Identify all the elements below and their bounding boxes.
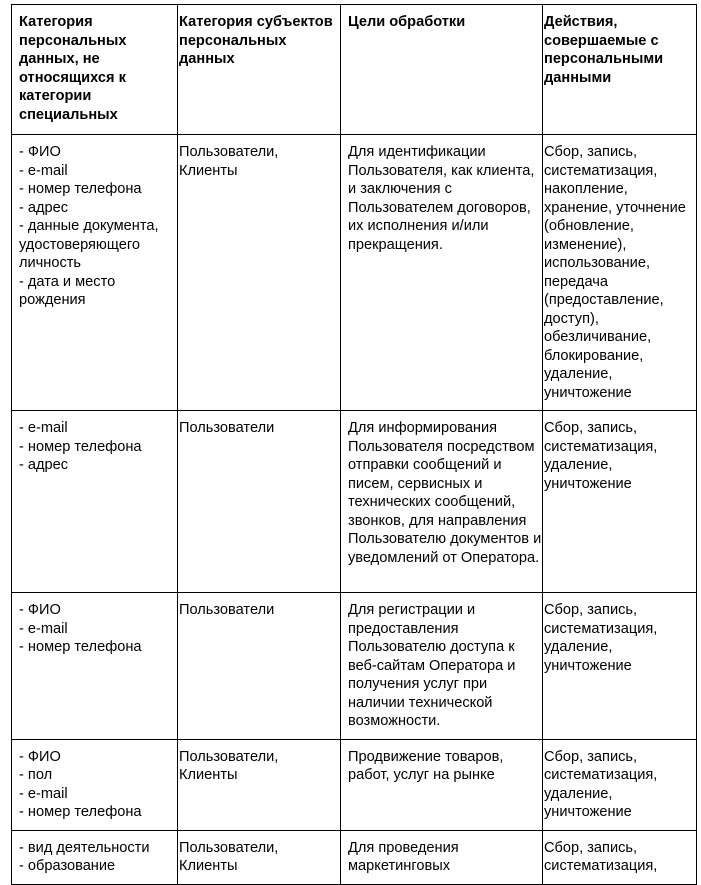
table-row bbox=[12, 830, 697, 884]
category-item: - e-mail bbox=[19, 620, 68, 637]
cell-subjects: Пользователи bbox=[178, 411, 341, 593]
cell-data-categories bbox=[12, 135, 178, 411]
cell-subjects: Пользователи bbox=[178, 593, 341, 740]
cell-actions: Сбор, запись, систематизация, удаление, уничтожение bbox=[543, 739, 697, 830]
category-item: - ФИО bbox=[19, 748, 61, 765]
category-item: - вид деятельности bbox=[19, 839, 150, 856]
category-item: - номер телефона bbox=[19, 804, 142, 820]
table-row bbox=[12, 411, 697, 593]
cell-subjects: Пользователи, Клиенты bbox=[178, 830, 341, 884]
category-item: - адрес bbox=[19, 199, 69, 216]
personal-data-table-container bbox=[11, 4, 696, 885]
cell-purpose: Для идентификации Пользователя, как клиента, и заключения с Пользователем договоров, их исполнения и/или прекращения. bbox=[341, 135, 543, 411]
category-item: - дата и место рождения bbox=[19, 273, 116, 308]
cell-data-categories bbox=[12, 411, 178, 593]
category-item: - номер телефона bbox=[19, 438, 142, 455]
cell-data-categories bbox=[12, 739, 178, 830]
table-row bbox=[12, 135, 697, 411]
personal-data-table bbox=[11, 4, 697, 885]
cell-actions: Сбор, запись, систематизация, накопление, хранение, уточнение (обновление, изменение), использование, передача (предоставление, доступ), обезличивание, блокирование, удаление, уничтожение bbox=[543, 135, 697, 411]
header-actions: Действия, совершаемые с персональными данными bbox=[543, 5, 697, 135]
cell-subjects: Пользователи, Клиенты bbox=[178, 739, 341, 830]
category-item: - образование bbox=[19, 858, 116, 874]
header-data-category: Категория персональных данных, не относящихся к категории специальных bbox=[12, 5, 178, 135]
cell-purpose: Для проведения маркетинговых bbox=[341, 830, 543, 884]
category-item: - e-mail bbox=[19, 420, 68, 436]
table-row bbox=[12, 593, 697, 740]
category-item: - номер телефона bbox=[19, 181, 142, 197]
category-item: - номер телефона bbox=[19, 639, 142, 655]
cell-purpose: Для информирования Пользователя посредством отправки сообщений и писем, сервисных и технических сообщений, звонков, для направления Пользователю документов и уведомлений от Оператора. bbox=[341, 411, 543, 593]
header-subject-category: Категория субъектов персональных данных bbox=[178, 5, 341, 135]
cell-actions: Сбор, запись, систематизация, удаление, уничтожение bbox=[543, 593, 697, 740]
category-item: - e-mail bbox=[19, 785, 68, 802]
cell-data-categories bbox=[12, 593, 178, 740]
category-item: - e-mail bbox=[19, 162, 68, 179]
table-header-row bbox=[12, 5, 697, 135]
category-item: - ФИО bbox=[19, 602, 61, 618]
category-item: - пол bbox=[19, 767, 53, 783]
cell-data-categories bbox=[12, 830, 178, 884]
cell-actions: Сбор, запись, систематизация, удаление, уничтожение bbox=[543, 411, 697, 593]
table-row bbox=[12, 739, 697, 830]
cell-subjects: Пользователи, Клиенты bbox=[178, 135, 341, 411]
header-processing-purpose: Цели обработки bbox=[341, 5, 543, 135]
cell-actions: Сбор, запись, систематизация, bbox=[543, 830, 697, 884]
category-item: - ФИО bbox=[19, 144, 61, 160]
category-item: - данные документа, удостоверяющего личность bbox=[19, 218, 159, 271]
category-item: - адрес bbox=[19, 457, 69, 473]
cell-purpose: Для регистрации и предоставления Пользователю доступа к веб-сайтам Оператора и получения услуг при наличии технической возможности. bbox=[341, 593, 543, 740]
cell-purpose: Продвижение товаров, работ, услуг на рынке bbox=[341, 739, 543, 830]
